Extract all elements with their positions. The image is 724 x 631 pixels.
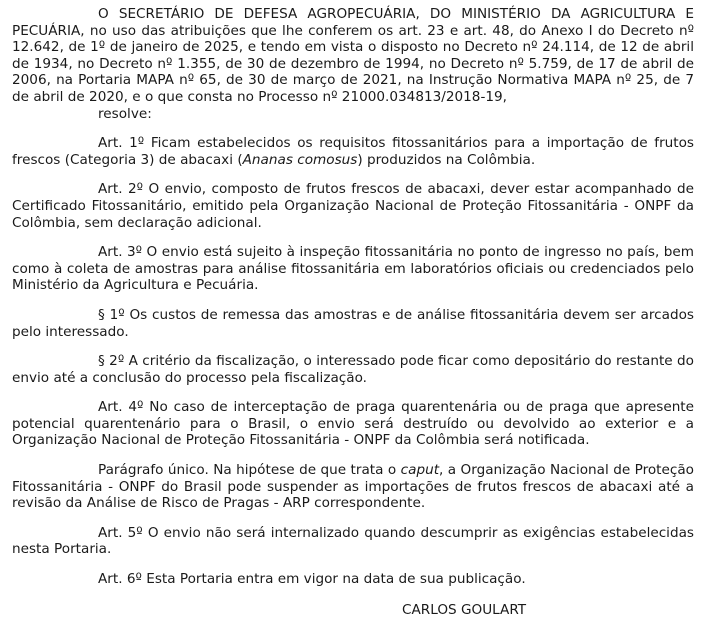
article-4-sole-paragraph [12,462,694,512]
article-5: Art. 5º O envio não será internalizado quando descumprir as exigências estabelecidas nesta Portaria. [12,524,694,558]
sole-paragraph-text-end: , a Organização Nacional de Proteção Fitossanitária - ONPF do Brasil pode suspender as importações de frutos frescos de abacaxi até a revisão da Análise de Risco de Pragas - ARP correspondente. [12,462,694,512]
article-6: Art. 6º Esta Portaria entra em vigor na data de sua publicação. [98,571,526,588]
article-1-text-end: ) produzidos na Colômbia. [357,151,536,168]
document-body [12,6,694,631]
sole-paragraph-caput: caput [400,462,440,479]
article-1-text: Art. 1º Ficam estabelecidos os requisitos fitossanitários para a importação de frutos frescos (Categoria 3) de abacaxi ( [12,135,694,168]
article-1 [12,135,694,168]
article-3: Art. 3º O envio está sujeito à inspeção fitossanitária no ponto de ingresso no país, bem como à coleta de amostras para análise fitossanitária em laboratórios oficiais ou credenciados pelo Ministério da Agricultura e Pecuária. [12,244,694,294]
signature: CARLOS GOULART [402,601,527,618]
article-4: Art. 4º No caso de interceptação de praga quarentenária ou de praga que apresente potencial quarentenário para o Brasil, o envio será destruído ou devolvido ao exterior e a Organização Nacional de Proteção Fitossanitária - ONPF da Colômbia será notificada. [12,399,694,449]
article-1-species-name: Ananas comosus [242,151,358,168]
article-3-paragraph-1: § 1º Os custos de remessa das amostras e de análise fitossanitária devem ser arcados pelo interessado. [12,306,694,340]
resolve-line: resolve: [98,105,152,122]
article-2: Art. 2º O envio, composto de frutos frescos de abacaxi, dever estar acompanhado de Certificado Fitossanitário, emitido pela Organização Nacional de Proteção Fitossanitária - ONPF da Colômbia, sem declaração adicional. [12,181,694,231]
article-3-paragraph-2: § 2º A critério da fiscalização, o interessado pode ficar como depositário do restante do envio até a conclusão do processo pela fiscalização. [12,353,694,386]
sole-paragraph-text: Parágrafo único. Na hipótese de que trata o [98,462,401,479]
preamble-paragraph: O SECRETÁRIO DE DEFESA AGROPECUÁRIA, DO MINISTÉRIO DA AGRICULTURA E PECUÁRIA, no uso das atribuições que lhe conferem os art. 23 e art. 48, do Anexo I do Decreto nº 12.642, de 1º de janeiro de 2025, e tendo em vista o disposto no Decreto nº 24.114, de 12 de abril de 1934, no Decreto nº 1.355, de 30 de dezembro de 1994, no Decreto nº 5.759, de 17 de abril de 2006, na Portaria MAPA nº 65, de 30 de março de 2021, na Instrução Normativa MAPA nº 25, de 7 de abril de 2020, e o que consta no Processo nº 21000.034813/2018-19, [12,6,694,105]
